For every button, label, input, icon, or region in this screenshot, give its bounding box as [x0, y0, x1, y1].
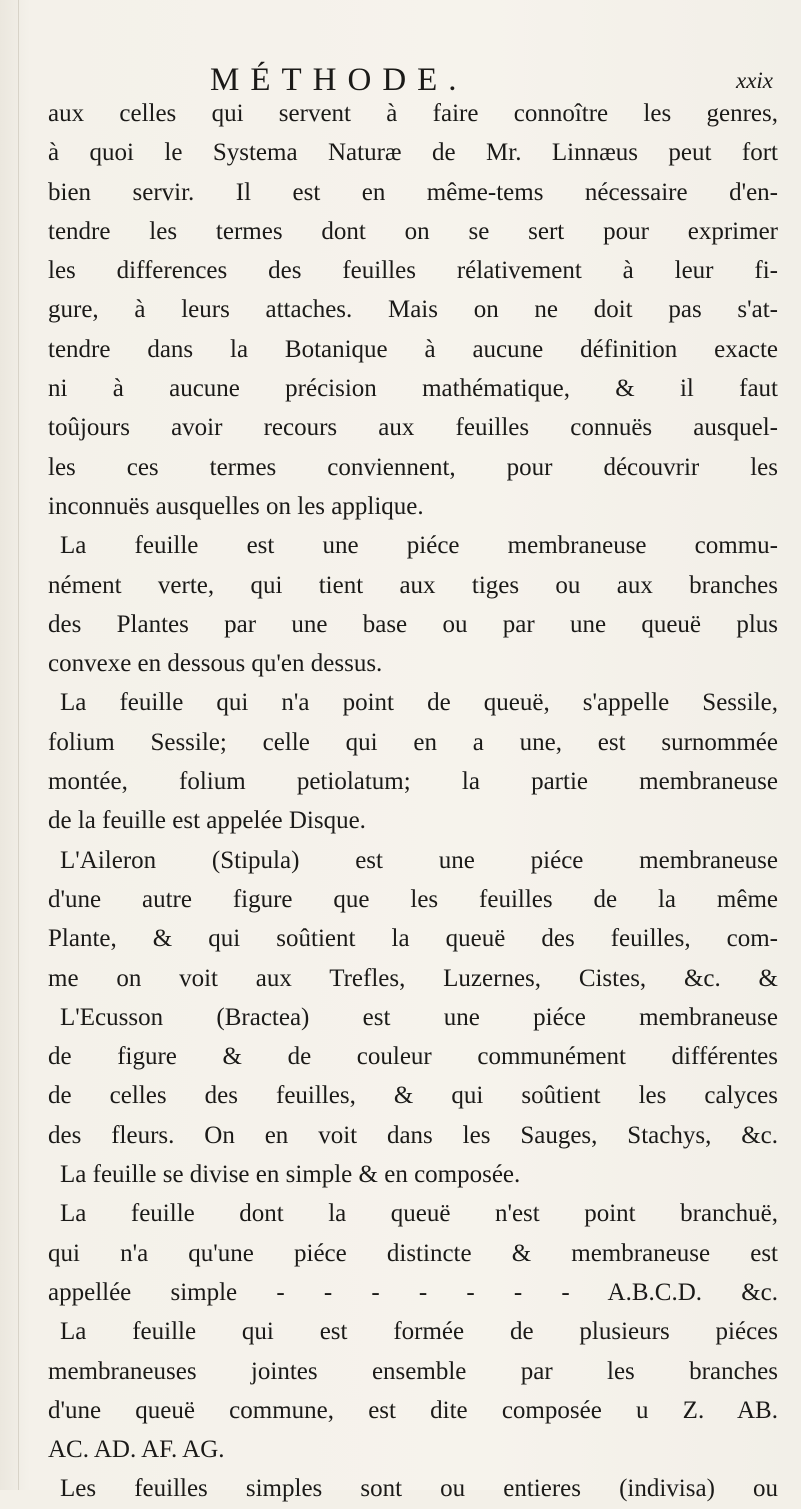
text-line: toûjours avoir recours aux feuilles connuës ausquel-: [48, 414, 778, 442]
text-line: de figure & de couleur communément différentes: [48, 1043, 778, 1071]
text-line: bien servir. Il est en même-tems nécessaire d'en-: [48, 178, 778, 206]
text-line: d'une queuë commune, est dite composée u Z. AB.: [48, 1396, 778, 1424]
text-line: tendre dans la Botanique à aucune définition exacte: [48, 335, 778, 363]
text-line: AC. AD. AF. AG.: [48, 1436, 225, 1464]
text-line: ni à aucune précision mathématique, & il faut: [48, 375, 778, 403]
page-number: xxix: [736, 68, 774, 93]
text-line: nément verte, qui tient aux tiges ou aux branches: [48, 571, 778, 599]
text-line: appellée simple - - - - - - - A.B.C.D. &c.: [48, 1278, 778, 1306]
text-line: La feuille dont la queuë n'est point branchuë,: [60, 1200, 778, 1228]
text-line: La feuille qui est formée de plusieurs piéces: [60, 1318, 778, 1346]
text-line: Les feuilles simples sont ou entieres (indivisa) ou: [60, 1475, 778, 1503]
text-line: L'Ecusson (Bractea) est une piéce membraneuse: [60, 1003, 778, 1031]
text-line: qui n'a qu'une piéce distincte & membraneuse est: [48, 1239, 778, 1267]
text-line: La feuille se divise en simple & en composée.: [60, 1161, 521, 1189]
text-line: les ces termes conviennent, pour découvrir les: [48, 453, 778, 481]
body-text: [48, 94, 778, 1509]
text-line: aux celles qui servent à faire connoître les genres,: [48, 100, 778, 127]
text-line: La feuille est une piéce membraneuse commu-: [60, 532, 778, 560]
text-line: inconnuës ausquelles on les applique.: [48, 492, 424, 520]
text-line: L'Aileron (Stipula) est une piéce membraneuse: [60, 846, 778, 874]
text-line: Plante, & qui soûtient la queuë des feuilles, com-: [48, 925, 778, 953]
text-line: à quoi le Systema Naturæ de Mr. Linnæus peut fort: [48, 139, 778, 167]
page-gutter-edge: [18, 0, 19, 1490]
text-line: d'une autre figure que les feuilles de la même: [48, 885, 778, 913]
text-line: convexe en dessous qu'en dessus.: [48, 650, 383, 678]
text-line: La feuille qui n'a point de queuë, s'appelle Sessile,: [60, 689, 778, 717]
running-title: MÉTHODE.: [210, 62, 468, 98]
text-line: des Plantes par une base ou par une queuë plus: [48, 610, 778, 638]
text-line: tendre les termes dont on se sert pour exprimer: [48, 217, 778, 245]
text-line: les differences des feuilles rélativement à leur fi-: [48, 257, 778, 285]
text-line: gure, à leurs attaches. Mais on ne doit pas s'at-: [48, 296, 778, 324]
text-line: de celles des feuilles, & qui soûtient les calyces: [48, 1082, 778, 1110]
text-line: me on voit aux Trefles, Luzernes, Cistes, &c. &: [48, 964, 778, 992]
text-line: de la feuille est appelée Disque.: [48, 807, 366, 835]
text-line: montée, folium petiolatum; la partie membraneuse: [48, 768, 778, 796]
text-line: folium Sessile; celle qui en a une, est surnommée: [48, 728, 778, 756]
text-line: des fleurs. On en voit dans les Sauges, Stachys, &c.: [48, 1121, 778, 1149]
text-line: membraneuses jointes ensemble par les branches: [48, 1357, 778, 1385]
